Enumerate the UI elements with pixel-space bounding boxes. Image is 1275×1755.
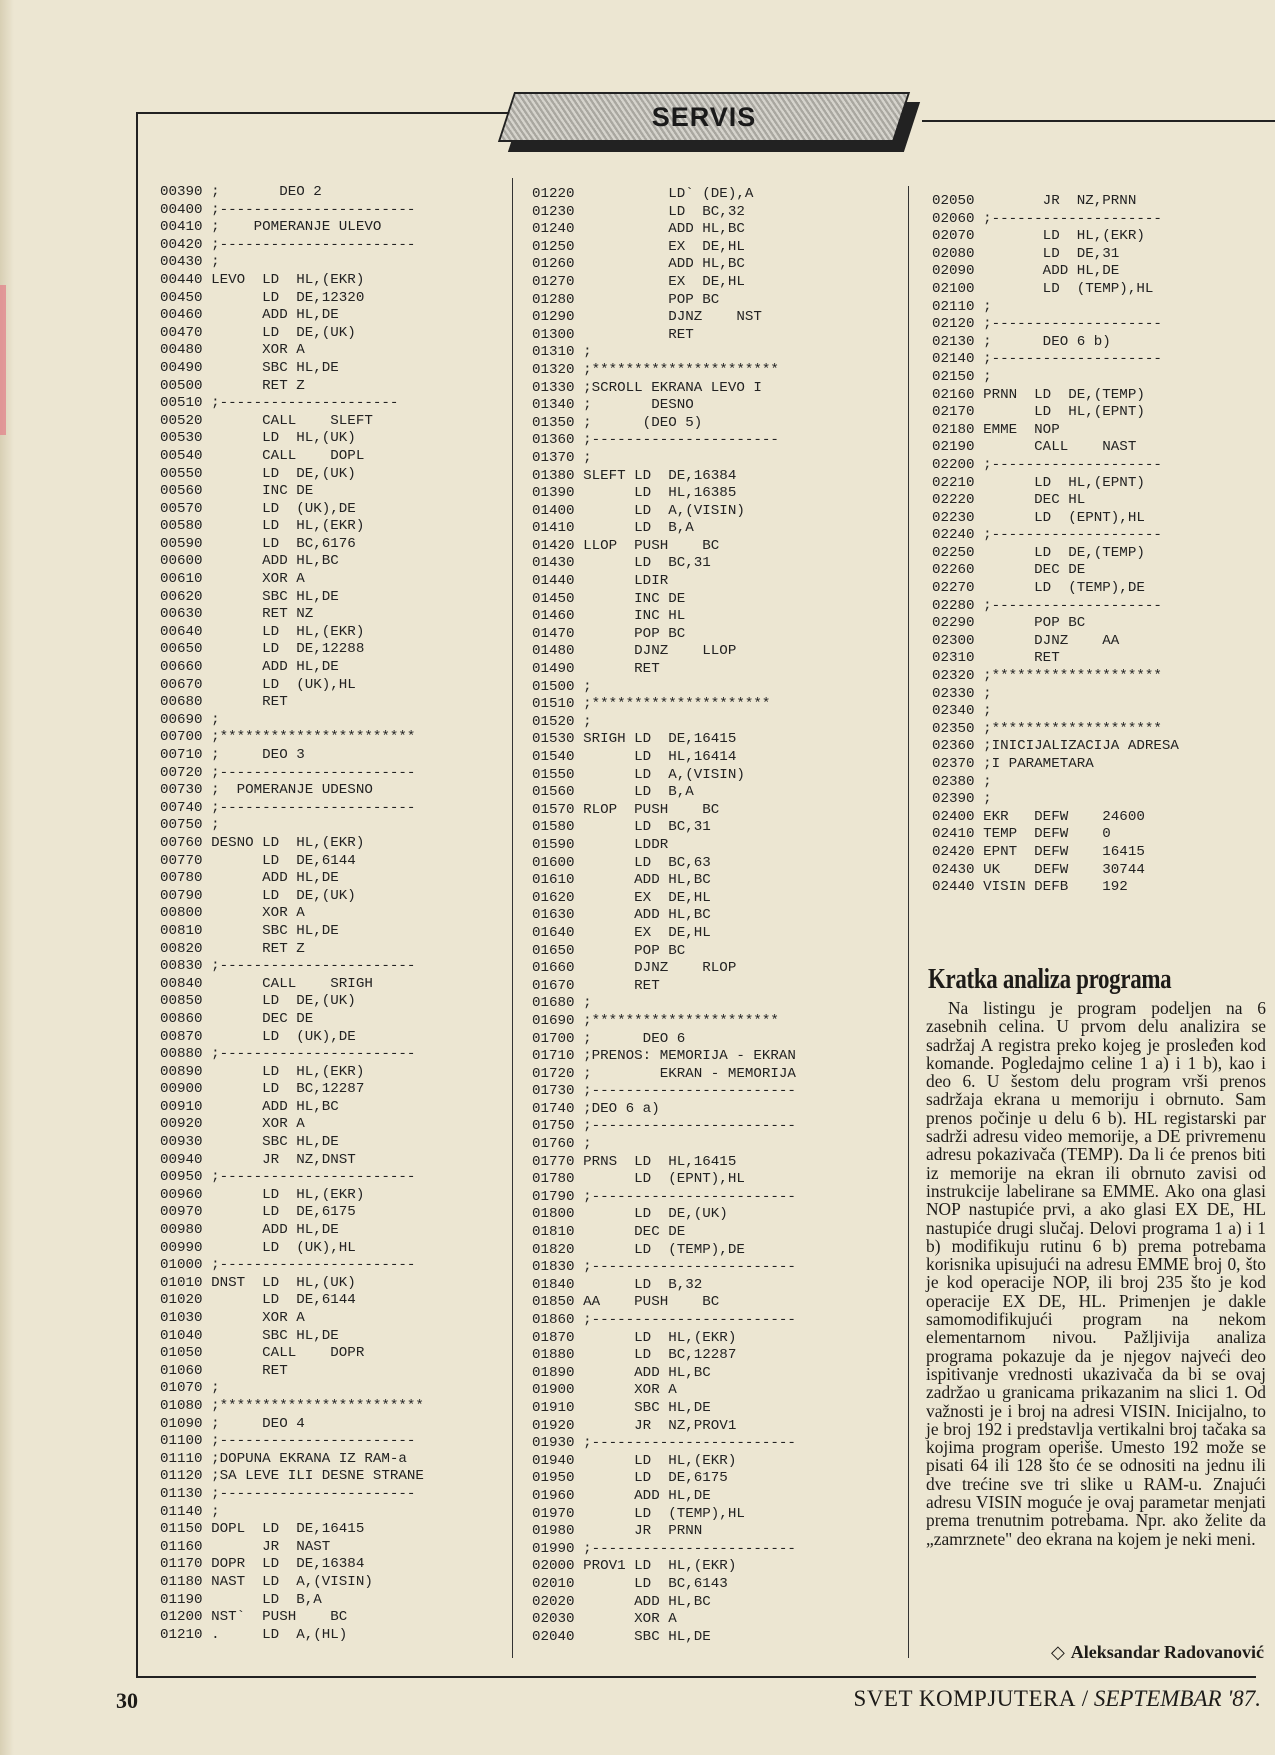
listing-line: 00930 SBC HL,DE (160, 1134, 339, 1151)
listing-line: 01430 LD BC,31 (532, 555, 711, 572)
listing-line: 02360 ;INICIJALIZACIJA ADRESA (932, 738, 1179, 755)
listing-line: 00690 ; (160, 711, 220, 728)
listing-line: 01290 DJNZ NST (532, 309, 762, 326)
listing-line: 01700 ; DEO 6 (532, 1030, 686, 1047)
author-line (1018, 1642, 1264, 1663)
listing-line: 00490 SBC HL,DE (160, 359, 339, 376)
listing-line: 02230 LD (EPNT),HL (932, 509, 1145, 526)
listing-line: 00900 LD BC,12287 (160, 1081, 365, 1098)
frame-top-rule (136, 112, 522, 114)
listing-line: 01800 LD DE,(UK) (532, 1206, 728, 1223)
listing-line: 01580 LD BC,31 (532, 819, 711, 836)
listing-line: 01520 ; (532, 713, 592, 730)
listing-line: 01480 DJNZ LLOP (532, 643, 737, 660)
listing-line: 00710 ; DEO 3 (160, 747, 305, 763)
frame-top-rule-right (922, 120, 1275, 122)
listing-line: 02390 ; (932, 791, 992, 808)
listing-line: 00530 LD HL,(UK) (160, 430, 356, 447)
listing-line: 00890 LD HL,(EKR) (160, 1063, 365, 1080)
listing-line: 00820 RET Z (160, 940, 305, 957)
listing-line: 01890 ADD HL,BC (532, 1364, 711, 1381)
column-divider (512, 178, 513, 1658)
listing-line: 00550 LD DE,(UK) (160, 465, 356, 482)
listing-line: 01560 LD B,A (532, 784, 694, 801)
section-banner (506, 92, 926, 156)
margin-stain (0, 285, 6, 435)
listing-line: 01770 PRNS LD HL,16415 (532, 1153, 737, 1170)
listing-line: 00640 LD HL,(EKR) (160, 623, 365, 640)
listing-line: 01630 ADD HL,BC (532, 907, 711, 924)
listing-line: 02240 ;-------------------- (932, 527, 1162, 544)
listing-column-2 (532, 186, 796, 1646)
listing-line: 01400 LD A,(VISIN) (532, 502, 745, 519)
listing-line: 01170 DOPR LD DE,16384 (160, 1556, 365, 1573)
listing-line: 00880 ;----------------------- (160, 1046, 416, 1063)
listing-line: 02050 JR NZ,PRNN (932, 193, 1137, 209)
listing-line: 01310 ; (532, 344, 592, 361)
listing-line: 00400 ;----------------------- (160, 201, 416, 218)
listing-line: 00450 LD DE,12320 (160, 289, 365, 306)
listing-line: 01160 JR NAST (160, 1538, 331, 1555)
listing-line: 01550 LD A,(VISIN) (532, 766, 745, 783)
listing-line: 01120 ;SA LEVE ILI DESNE STRANE (160, 1468, 424, 1485)
listing-line: 02100 LD (TEMP),HL (932, 280, 1154, 297)
listing-line: 00790 LD DE,(UK) (160, 887, 356, 904)
listing-line: 00430 ; (160, 254, 220, 271)
listing-line: 02410 TEMP DEFW 0 (932, 826, 1111, 843)
listing-line: 01880 LD BC,12287 (532, 1347, 737, 1364)
listing-line: 00740 ;----------------------- (160, 799, 416, 816)
listing-line: 01260 ADD HL,BC (532, 256, 745, 273)
listing-line: 00560 INC DE (160, 483, 314, 500)
listing-line: 00770 LD DE,6144 (160, 852, 356, 869)
listing-line: 00940 JR NZ,DNST (160, 1151, 356, 1168)
listing-line: 01870 LD HL,(EKR) (532, 1329, 737, 1346)
article-body: Na listingu je program podeljen na 6 zasebnih celina. U prvom delu analizira se sadržaj A registra preko kojeg je prosleđen kod komande. Pogledajmo celine 1 a) i 1 b), kao i deo 6. U šestom delu program vrši prenos sadržaja ekrana u memoriju i obrnuto. Sam prenos počinje u delu 6 b). HL registarski par sadrži adresu video memorije, a DE privremenu adresu pokazivača (TEMP). Da li će prenos biti iz memorije na ekran ili obrnuto zavisi od instrukcije labelirane sa EMME. Ako ona glasi NOP nastupiće prvi, a ako glasi EX DE, HL nastupiće drugi slučaj. Delovi programa 1 a) i 1 b) modifikuju rutinu 6 b) prema potrebama korisnika upisujući na adresu EMME broj 0, što je kod operacije NOP, ili broj 235 što je kod operacije EX DE, HL. Primenjen je dakle samomodifikujući program na nekom elementarnom nivou. Pažljivija analiza programa pokazuje da je njegov najveći deo ispitivanje vrednosti ukazivača da bi se ovaj zadržao u granicama prikazanim na slici 1. Od važnosti je i broj na adresi VISIN. Inicijalno, to je broj 192 i predstavlja vertikalni broj tačaka sa kojima program operiše. Umesto 192 može se pisati 64 ili 128 što će se odnositi na jednu ili dve trećine sve tri slike u RAM-u. Znajući adresu VISIN moguće je ovaj parametar menjati prema trenutnim potrebama. Npr. ako želite da „zamrznete" deo ekrana na kojem je neki meni. (926, 998, 1266, 1549)
listing-line: 01900 XOR A (532, 1382, 677, 1399)
listing-line: 01440 LDIR (532, 573, 669, 590)
listing-line: 02320 ;******************** (932, 668, 1162, 685)
listing-line: 01280 POP BC (532, 291, 720, 308)
listing-line: 00680 RET (160, 694, 288, 711)
listing-line: 00920 XOR A (160, 1116, 305, 1133)
listing-line: 02190 CALL NAST (932, 439, 1137, 456)
listing-line: 01510 ;********************* (532, 696, 771, 713)
listing-line: 01680 ; (532, 995, 592, 1012)
listing-line: 00600 ADD HL,BC (160, 553, 339, 570)
listing-line: 02090 ADD HL,DE (932, 263, 1120, 280)
listing-line: 01340 ; DESNO (532, 397, 694, 414)
listing-line: 02010 LD BC,6143 (532, 1575, 728, 1592)
listing-line: 00470 LD DE,(UK) (160, 324, 356, 341)
listing-line: 02040 SBC HL,DE (532, 1628, 711, 1645)
listing-line: 02340 ; (932, 703, 992, 720)
listing-line: 00570 LD (UK),DE (160, 500, 356, 517)
listing-line: 01850 AA PUSH BC (532, 1294, 720, 1311)
listing-line: 01670 RET (532, 977, 660, 994)
listing-line: 00410 ; POMERANJE ULEVO (160, 219, 382, 236)
listing-line: 00910 ADD HL,BC (160, 1098, 339, 1115)
listing-line: 01010 DNST LD HL,(UK) (160, 1274, 356, 1291)
listing-line: 00610 XOR A (160, 571, 305, 588)
listing-line: 01950 LD DE,6175 (532, 1470, 728, 1487)
listing-line: 01420 LLOP PUSH BC (532, 537, 720, 554)
listing-line: 00650 LD DE,12288 (160, 641, 365, 658)
listing-line: 00420 ;----------------------- (160, 236, 416, 253)
listing-line: 00870 LD (UK),DE (160, 1028, 356, 1045)
listing-line: 01690 ;********************** (532, 1012, 779, 1029)
listing-line: 00750 ; (160, 817, 220, 834)
listing-line: 01220 LD` (DE),A (532, 186, 754, 202)
footer-publication (854, 1686, 1261, 1712)
listing-column-1 (160, 184, 424, 1644)
listing-line: 01570 RLOP PUSH BC (532, 801, 720, 818)
listing-line: 01750 ;------------------------ (532, 1118, 796, 1135)
listing-line: 01530 SRIGH LD DE,16415 (532, 731, 737, 748)
listing-line: 01090 ; DEO 4 (160, 1415, 305, 1432)
listing-line: 02220 DEC HL (932, 492, 1086, 509)
listing-line: 01640 EX DE,HL (532, 924, 711, 941)
listing-line: 01110 ;DOPUNA EKRANA IZ RAM-a (160, 1450, 407, 1467)
listing-line: 01050 CALL DOPR (160, 1345, 365, 1362)
listing-line: 01330 ;SCROLL EKRANA LEVO I (532, 379, 762, 396)
listing-line: 01080 ;************************ (160, 1397, 424, 1414)
listing-line: 02400 EKR DEFW 24600 (932, 808, 1145, 825)
listing-line: 00620 SBC HL,DE (160, 588, 339, 605)
listing-line: 02170 LD HL,(EPNT) (932, 404, 1145, 421)
listing-line: 02180 EMME NOP (932, 421, 1060, 438)
listing-line: 00520 CALL SLEFT (160, 412, 373, 429)
listing-line: 00460 ADD HL,DE (160, 307, 339, 324)
listing-line: 01070 ; (160, 1380, 220, 1397)
listing-line: 01150 DOPL LD DE,16415 (160, 1521, 365, 1538)
listing-line: 01620 EX DE,HL (532, 889, 711, 906)
listing-line: 01230 LD BC,32 (532, 203, 745, 220)
footer-separator: / (1075, 1686, 1094, 1711)
listing-line: 00670 LD (UK),HL (160, 676, 356, 693)
listing-line: 02250 LD DE,(TEMP) (932, 544, 1145, 561)
listing-line: 00760 DESNO LD HL,(EKR) (160, 834, 365, 851)
page-edge (0, 0, 14, 1755)
listing-line: 00810 SBC HL,DE (160, 922, 339, 939)
page-number: 30 (116, 1688, 138, 1713)
listing-line: 01610 ADD HL,BC (532, 872, 711, 889)
listing-line: 01270 EX DE,HL (532, 273, 745, 290)
listing-line: 01930 ;------------------------ (532, 1435, 796, 1452)
listing-line: 01320 ;********************** (532, 361, 779, 378)
listing-line: 02300 DJNZ AA (932, 632, 1120, 649)
listing-line: 02310 RET (932, 650, 1060, 667)
frame-bottom-rule (136, 1676, 1256, 1678)
listing-line: 02260 DEC DE (932, 562, 1086, 579)
listing-line: 02120 ;-------------------- (932, 316, 1162, 333)
listing-line: 01910 SBC HL,DE (532, 1399, 711, 1416)
listing-line: 01020 LD DE,6144 (160, 1292, 356, 1309)
listing-line: 02080 LD DE,31 (932, 245, 1120, 262)
listing-line: 00540 CALL DOPL (160, 447, 365, 464)
listing-line: 00970 LD DE,6175 (160, 1204, 356, 1221)
listing-line: 00700 ;*********************** (160, 729, 416, 746)
listing-line: 01820 LD (TEMP),DE (532, 1241, 745, 1258)
listing-line: 02130 ; DEO 6 b) (932, 333, 1111, 350)
listing-line: 00440 LEVO LD HL,(EKR) (160, 271, 365, 288)
listing-line: 01450 INC DE (532, 590, 686, 607)
listing-line: 01490 RET (532, 661, 660, 678)
listing-line: 02370 ;I PARAMETARA (932, 756, 1094, 772)
listing-line: 01710 ;PRENOS: MEMORIJA - EKRAN (532, 1048, 796, 1065)
listing-line: 01740 ;DEO 6 a) (532, 1100, 660, 1117)
listing-line: 02030 XOR A (532, 1611, 677, 1628)
listing-line: 02270 LD (TEMP),DE (932, 580, 1145, 597)
listing-line: 01920 JR NZ,PROV1 (532, 1417, 737, 1434)
listing-line: 01990 ;------------------------ (532, 1540, 796, 1557)
listing-line: 01100 ;----------------------- (160, 1433, 416, 1450)
listing-line: 01810 DEC DE (532, 1224, 686, 1241)
listing-line: 01590 LDDR (532, 836, 669, 853)
listing-line: 01970 LD (TEMP),HL (532, 1505, 745, 1522)
listing-line: 00590 LD BC,6176 (160, 535, 356, 552)
listing-line: 01790 ;------------------------ (532, 1188, 796, 1205)
listing-line: 02330 ; (932, 685, 992, 702)
magazine-name: SVET KOMPJUTERA (853, 1686, 1076, 1711)
listing-line: 02140 ;-------------------- (932, 351, 1162, 368)
listing-line: 01540 LD HL,16414 (532, 749, 737, 765)
listing-line: 01860 ;------------------------ (532, 1312, 796, 1328)
listing-line: 01060 RET (160, 1362, 288, 1379)
listing-line: 00950 ;----------------------- (160, 1169, 416, 1186)
listing-line: 00830 ;----------------------- (160, 958, 416, 975)
listing-line: 02000 PROV1 LD HL,(EKR) (532, 1558, 737, 1575)
listing-line: 00960 LD HL,(EKR) (160, 1186, 365, 1203)
listing-line: 00990 LD (UK),HL (160, 1239, 356, 1256)
listing-line: 01360 ;---------------------- (532, 432, 779, 449)
listing-line: 02110 ; (932, 298, 992, 315)
listing-line: 01600 LD BC,63 (532, 854, 711, 871)
listing-line: 02160 PRNN LD DE,(TEMP) (932, 386, 1145, 403)
listing-line: 00630 RET NZ (160, 606, 314, 623)
listing-line: 00720 ;----------------------- (160, 764, 416, 781)
listing-line: 01210 . LD A,(HL) (160, 1626, 348, 1643)
listing-line: 01830 ;------------------------ (532, 1259, 796, 1276)
listing-line: 00660 ADD HL,DE (160, 659, 339, 676)
listing-line: 01250 EX DE,HL (532, 238, 745, 255)
listing-line: 01730 ;------------------------ (532, 1083, 796, 1100)
listing-line: 02290 POP BC (932, 615, 1086, 632)
listing-line: 01000 ;----------------------- (160, 1257, 416, 1274)
listing-line: 00860 DEC DE (160, 1010, 314, 1027)
listing-line: 02350 ;******************** (932, 720, 1162, 737)
listing-line: 01980 JR PRNN (532, 1523, 703, 1540)
listing-line: 01300 RET (532, 326, 694, 343)
listing-line: 00980 ADD HL,DE (160, 1222, 339, 1239)
listing-line: 02150 ; (932, 368, 992, 385)
listing-line: 01140 ; (160, 1503, 220, 1520)
listing-line: 01200 NST` PUSH BC (160, 1609, 348, 1626)
section-title: SERVIS (651, 102, 757, 132)
listing-line: 01500 ; (532, 678, 592, 695)
listing-line: 01940 LD HL,(EKR) (532, 1452, 737, 1469)
listing-line: 02070 LD HL,(EKR) (932, 228, 1145, 245)
listing-line: 01190 LD B,A (160, 1591, 322, 1608)
listing-line: 00500 RET Z (160, 377, 305, 394)
author-diamond-icon: ◇ (1050, 1642, 1065, 1662)
listing-line: 02020 ADD HL,BC (532, 1593, 711, 1610)
listing-line: 00800 XOR A (160, 905, 305, 922)
author-name: Aleksandar Radovanović (1070, 1642, 1264, 1662)
listing-line: 00730 ; POMERANJE UDESNO (160, 782, 373, 799)
listing-line: 01180 NAST LD A,(VISIN) (160, 1573, 373, 1590)
listing-line: 00390 ; DEO 2 (160, 184, 322, 200)
listing-line: 00780 ADD HL,DE (160, 870, 339, 887)
listing-line: 01650 POP BC (532, 942, 686, 959)
listing-line: 00850 LD DE,(UK) (160, 993, 356, 1010)
listing-line: 02210 LD HL,(EPNT) (932, 474, 1145, 491)
listing-line: 01960 ADD HL,DE (532, 1487, 711, 1504)
listing-line: 02420 EPNT DEFW 16415 (932, 843, 1145, 860)
listing-line: 01030 XOR A (160, 1310, 305, 1326)
listing-line: 02200 ;-------------------- (932, 456, 1162, 473)
article-title: Kratka analiza programa (928, 964, 1172, 995)
listing-line: 01390 LD HL,16385 (532, 485, 737, 502)
listing-line: 01840 LD B,32 (532, 1276, 703, 1293)
listing-line: 00840 CALL SRIGH (160, 975, 373, 992)
listing-column-3 (932, 193, 1179, 897)
listing-line: 01240 ADD HL,BC (532, 221, 745, 238)
listing-line: 02280 ;-------------------- (932, 597, 1162, 614)
listing-line: 01760 ; (532, 1136, 592, 1153)
listing-line: 02380 ; (932, 773, 992, 790)
listing-line: 02060 ;-------------------- (932, 210, 1162, 227)
listing-line: 01130 ;----------------------- (160, 1485, 416, 1502)
listing-line: 01460 INC HL (532, 608, 686, 625)
listing-line: 01040 SBC HL,DE (160, 1327, 339, 1344)
listing-line: 01720 ; EKRAN - MEMORIJA (532, 1065, 796, 1082)
listing-line: 01410 LD B,A (532, 520, 694, 537)
listing-line: 02430 UK DEFW 30744 (932, 861, 1145, 878)
listing-line: 01780 LD (EPNT),HL (532, 1171, 745, 1188)
listing-line: 00480 XOR A (160, 342, 305, 359)
listing-line: 01350 ; (DEO 5) (532, 414, 703, 431)
column-divider (908, 186, 909, 1658)
listing-line: 00510 ;--------------------- (160, 395, 399, 412)
listing-line: 01370 ; (532, 449, 592, 466)
issue-date: SEPTEMBAR '87. (1093, 1686, 1261, 1711)
listing-line: 01470 POP BC (532, 625, 686, 642)
listing-line: 02440 VISIN DEFB 192 (932, 879, 1128, 896)
listing-line: 01660 DJNZ RLOP (532, 960, 737, 977)
listing-line: 01380 SLEFT LD DE,16384 (532, 467, 737, 484)
frame-left-rule (136, 112, 138, 1677)
listing-line: 00580 LD HL,(EKR) (160, 518, 365, 535)
